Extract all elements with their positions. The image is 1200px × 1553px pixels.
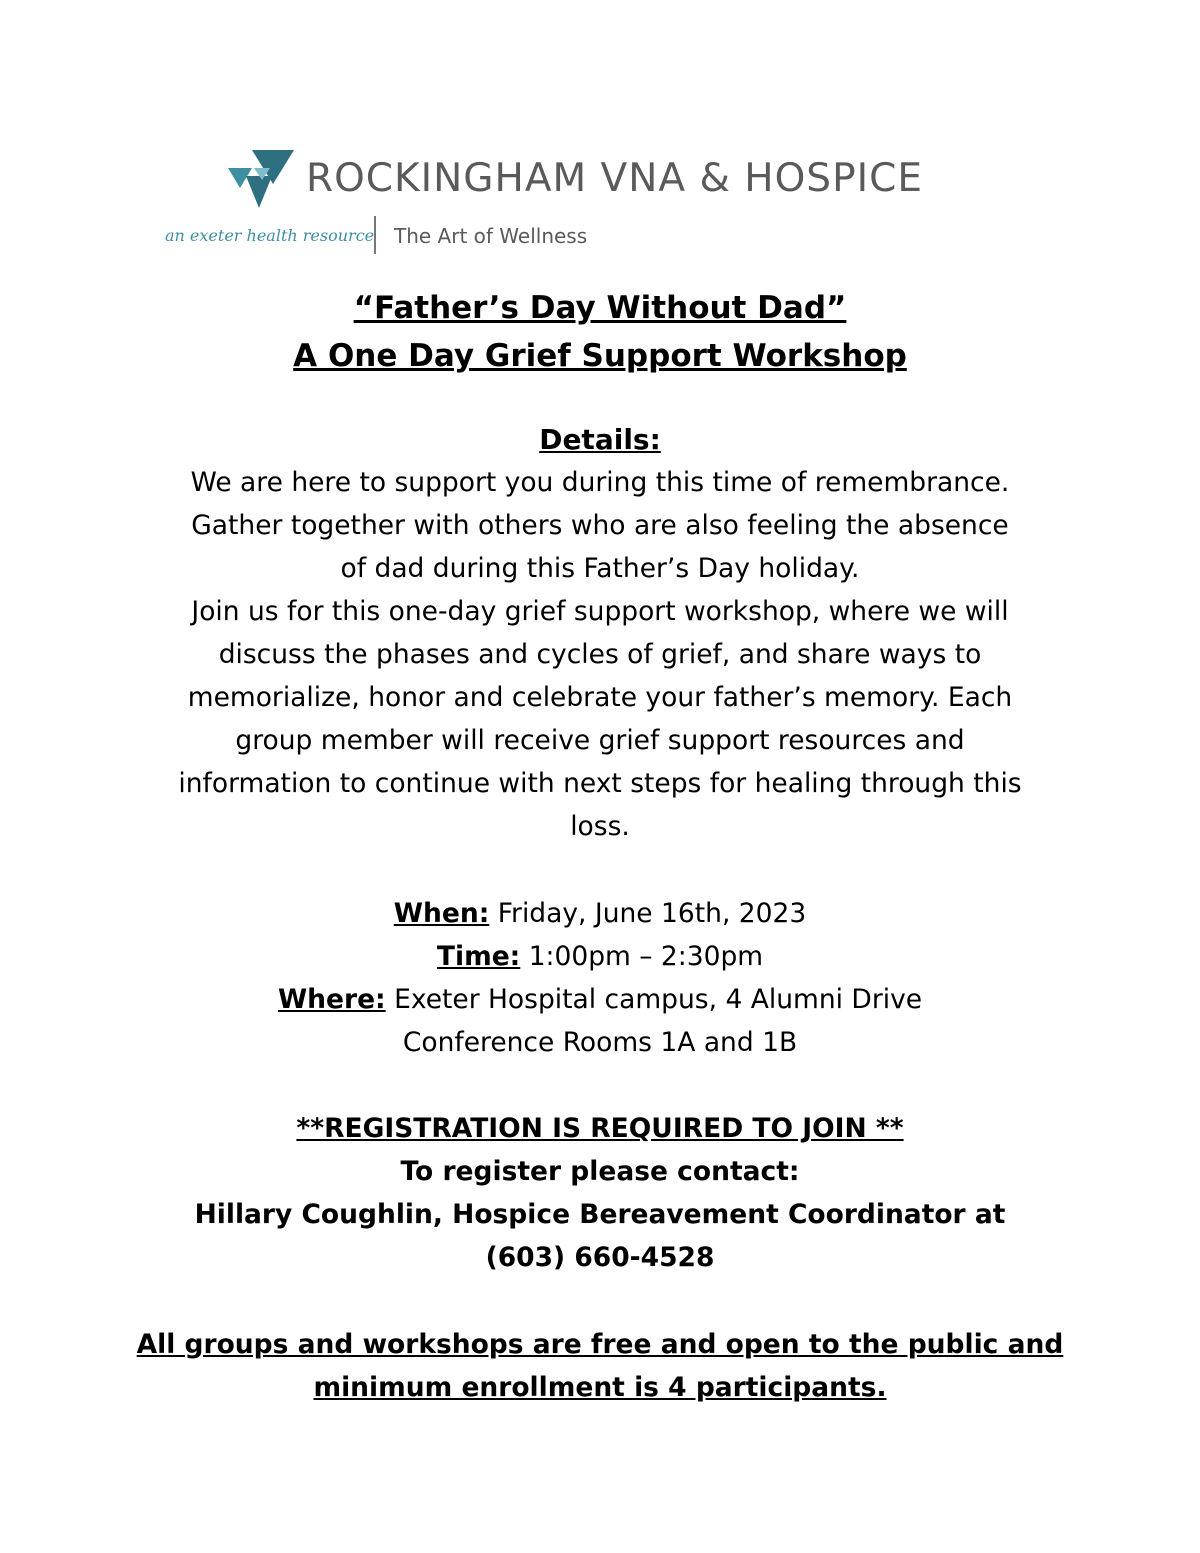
details-line: group member will receive grief support resources and bbox=[235, 725, 965, 756]
time-label: Time: bbox=[436, 941, 521, 972]
details-line: loss. bbox=[570, 811, 630, 842]
tagline-left: an exeter health resource bbox=[165, 226, 375, 245]
details-line: information to continue with next steps for healing through this bbox=[178, 768, 1022, 799]
when-row bbox=[0, 892, 1200, 935]
details-line: We are here to support you during this time of remembrance. bbox=[190, 467, 1010, 498]
where-label: Where: bbox=[277, 984, 386, 1015]
details-heading: Details: bbox=[539, 423, 661, 456]
page-title bbox=[0, 284, 1200, 380]
event-info bbox=[0, 892, 1200, 1064]
details-line: discuss the phases and cycles of grief, and share ways to bbox=[218, 639, 982, 670]
footer-line-2: minimum enrollment is 4 participants. bbox=[313, 1372, 887, 1403]
tagline-divider bbox=[374, 216, 376, 254]
logo bbox=[228, 150, 1028, 214]
footer-line-1: All groups and workshops are free and open to the public and bbox=[136, 1329, 1064, 1360]
registration-info bbox=[0, 1107, 1200, 1279]
logo-tagline bbox=[165, 216, 765, 256]
when-label: When: bbox=[393, 898, 490, 929]
time-row bbox=[0, 935, 1200, 978]
registration-intro: To register please contact: bbox=[400, 1156, 800, 1187]
title-line-1: “Father’s Day Without Dad” bbox=[353, 290, 847, 326]
tagline-right: The Art of Wellness bbox=[394, 224, 588, 248]
where-value: Exeter Hospital campus, 4 Alumni Drive bbox=[385, 984, 923, 1015]
footer-note bbox=[0, 1323, 1200, 1409]
when-value: Friday, June 16th, 2023 bbox=[489, 898, 807, 929]
contact-name: Hillary Coughlin, Hospice Bereavement Coordinator at bbox=[194, 1199, 1006, 1230]
triangle-mark-icon bbox=[228, 150, 294, 210]
where-row bbox=[0, 978, 1200, 1021]
details-line: Gather together with others who are also feeling the absence bbox=[191, 510, 1009, 541]
time-value: 1:00pm – 2:30pm bbox=[520, 941, 764, 972]
details-line: Join us for this one-day grief support workshop, where we will bbox=[191, 596, 1009, 627]
contact-phone: (603) 660-4528 bbox=[485, 1242, 715, 1273]
registration-notice: **REGISTRATION IS REQUIRED TO JOIN ** bbox=[296, 1113, 904, 1144]
organization-name: ROCKINGHAM VNA & HOSPICE bbox=[306, 156, 923, 201]
details-line: memorialize, honor and celebrate your father’s memory. Each bbox=[187, 682, 1013, 713]
title-line-2: A One Day Grief Support Workshop bbox=[293, 338, 907, 374]
details-line: of dad during this Father’s Day holiday. bbox=[340, 553, 860, 584]
details-text bbox=[0, 461, 1200, 848]
where-line-2: Conference Rooms 1A and 1B bbox=[402, 1027, 798, 1058]
